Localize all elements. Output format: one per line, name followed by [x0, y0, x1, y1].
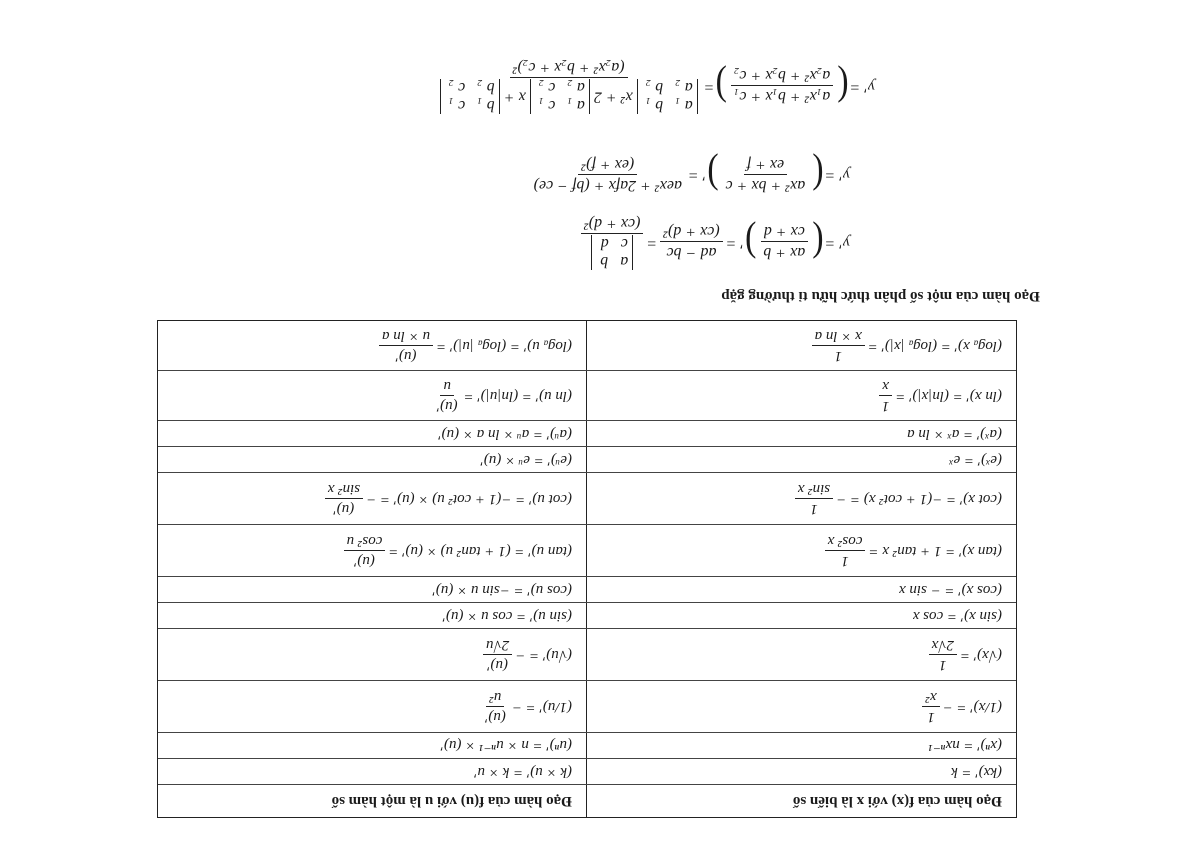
prime-equals-sign: ′ =: [725, 233, 745, 251]
determinant-row: b₂ c₂: [444, 79, 495, 97]
fraction: [731, 66, 833, 105]
numerator: 1: [834, 348, 842, 364]
numerator: 1: [810, 501, 818, 517]
rule-tan-u-lhs: (tan u)′ = (1 + tan² u) × (u)′ =: [388, 543, 572, 559]
rule-log-u-lhs: (logₐ u)′ = (logₐ |u|)′ =: [436, 338, 572, 354]
numerator: 1: [881, 398, 890, 414]
table-row: [158, 577, 1016, 603]
fraction: [434, 377, 461, 414]
equals-sign: =: [646, 233, 658, 251]
denominator: x × ln a: [812, 327, 865, 346]
numerator: (u)′: [395, 348, 417, 364]
table-row: [158, 321, 1016, 371]
denominator: cos² x: [825, 532, 866, 551]
numerator: aex² + 2afx + (bf − ce): [533, 177, 682, 194]
numerator: (u)′: [333, 501, 355, 517]
fraction: [879, 377, 893, 414]
table-header-row: [158, 785, 1016, 817]
denominator: (cx + d)²: [581, 214, 643, 234]
formula-linear-fraction: [578, 214, 850, 270]
table-row: [158, 681, 1016, 733]
header-function: Đạo hàm của f(u) với u là một hàm số: [158, 785, 587, 817]
rule-reciprocal-lhs: (1/x)′ = −: [942, 699, 1002, 715]
fraction: [723, 155, 809, 194]
table-row: [158, 421, 1016, 447]
numerator: [588, 234, 636, 270]
right-paren: ): [715, 64, 727, 109]
determinant-row: a b: [596, 253, 629, 270]
fraction: [437, 58, 701, 114]
determinant: [530, 79, 590, 114]
fraction: [760, 222, 808, 261]
fraction: [660, 222, 722, 261]
determinant-row: a₂ c₂: [534, 79, 585, 97]
prime-equals-sign: ′ =: [687, 166, 707, 184]
numerator: a₁x² + b₁x + c₁: [733, 88, 831, 106]
denominator: x²: [923, 688, 940, 707]
derivative-table: [157, 320, 1017, 818]
rule-exp-u: (eᵘ)′ = eᵘ × (u)′: [158, 447, 587, 472]
numerator: [437, 78, 701, 114]
formula-quadratic-over-linear: [528, 152, 850, 198]
rule-cot-u-lhs: (cot u)′ = −(1 + cot² u) × (u)′ = −: [366, 491, 572, 507]
rule-tan: [587, 525, 1016, 576]
numerator: (u)′: [354, 553, 375, 569]
fraction: [531, 155, 685, 194]
section-title: Đạo hàm của một số phân thức hữu tỉ thường gặp: [721, 288, 1040, 304]
denominator: 2√u: [483, 636, 512, 655]
rule-sin: (sin x)′ = cos x: [912, 608, 1002, 624]
denominator: x: [879, 377, 892, 396]
fraction: [581, 214, 643, 270]
numerator: (u)′: [436, 398, 458, 414]
term-x-squared: x² + 2: [593, 88, 633, 106]
rule-sqrt-u-lhs: (√u)′ = −: [515, 647, 572, 663]
right-paren: ): [745, 220, 757, 265]
denominator: cx + d: [761, 222, 808, 242]
rule-exp: (eˣ)′ = eˣ: [949, 452, 1002, 468]
denominator: sin² x: [325, 480, 363, 499]
rule-reciprocal-u-lhs: (1/u)′ = −: [511, 699, 572, 715]
rule-power: (xⁿ)′ = nxⁿ⁻¹: [928, 737, 1002, 753]
denominator: cos² u: [344, 532, 386, 551]
rule-ln-u: [158, 371, 587, 420]
fraction: [795, 480, 833, 517]
fraction: [929, 636, 957, 673]
table-row: [158, 447, 1016, 473]
left-paren: (: [812, 152, 824, 198]
rule-cos-u: (cos u)′ = −sin u × (u)′: [158, 577, 587, 602]
rule-sqrt-u: [158, 629, 587, 680]
rule-cos: (cos x)′ = − sin x: [898, 582, 1002, 598]
determinant-row: c d: [596, 235, 628, 253]
denominator: (ex + f)²: [578, 155, 637, 175]
determinant-row: a₁ b₁: [641, 97, 693, 114]
table-row: [158, 473, 1016, 525]
rule-sin-u: (sin u)′ = cos u × (u)′: [158, 603, 587, 628]
rule-cot-u: [158, 473, 587, 524]
rule-sqrt-lhs: (√x)′ =: [959, 647, 1002, 663]
numerator: ax² + bx + c: [725, 177, 806, 194]
rule-constant-multiple: (kx)′ = k: [951, 764, 1002, 780]
denominator: (cx + d)²: [660, 222, 722, 242]
denominator: u²: [486, 688, 504, 707]
rule-exp-base-a: (aˣ)′ = aˣ × ln a: [907, 426, 1002, 442]
numerator: ad − bc: [666, 244, 717, 262]
denominator: a₂x² + b₂x + c₂: [731, 66, 833, 86]
fraction: [379, 327, 433, 364]
rule-log-u: [158, 321, 587, 370]
rule-cot: [587, 473, 1016, 524]
left-paren: (: [837, 64, 849, 109]
fraction: [483, 636, 512, 673]
table-row: [158, 629, 1016, 681]
fraction: [482, 688, 509, 725]
determinant-row: a₁ c₁: [534, 97, 585, 114]
table-row: [158, 525, 1016, 577]
denominator: (a₂x² + b₂x + c₂)²: [510, 58, 628, 78]
formula-lhs: y′ =: [824, 233, 850, 251]
rule-power-u: (uⁿ)′ = n × uⁿ⁻¹ × (u)′: [158, 733, 587, 758]
rule-ln-u-lhs: (ln u)′ = (ln|u|)′ =: [463, 388, 572, 404]
formula-lhs: y′ =: [824, 166, 850, 184]
formula-lhs: y′ =: [849, 77, 875, 95]
denominator: 2√x: [929, 636, 957, 655]
rule-reciprocal: [587, 681, 1016, 732]
determinant-row: b₁ c₁: [444, 97, 495, 114]
rule-exp-base-a-u: (aᵘ)′ = aᵘ × ln a × (u)′: [158, 421, 587, 446]
fraction: [812, 327, 865, 364]
term-x: x +: [499, 88, 526, 106]
numerator: 1: [939, 657, 947, 673]
numerator: (u)′: [487, 657, 509, 673]
rule-ln-lhs: (ln x)′ = (ln|x|)′ =: [895, 388, 1002, 404]
table-row: [158, 371, 1016, 421]
rule-cot-lhs: (cot x)′ = −(1 + cot² x) = −: [836, 491, 1002, 507]
determinant: [591, 235, 633, 270]
rule-tan-u: [158, 525, 587, 576]
determinant: [440, 79, 500, 114]
rule-tan-lhs: (tan x)′ = 1 + tan² x =: [868, 543, 1002, 559]
formula-quadratic-over-quadratic: [434, 58, 875, 114]
table-row: [158, 733, 1016, 759]
rule-reciprocal-u: [158, 681, 587, 732]
rule-log-lhs: (logₐ x)′ = (logₐ |x|)′ =: [867, 338, 1002, 354]
denominator: sin² x: [795, 480, 833, 499]
table-row: [158, 603, 1016, 629]
rule-constant-multiple-u: (k × u)′ = k × u′: [158, 759, 587, 784]
determinant: [637, 79, 698, 114]
fraction: [344, 532, 386, 569]
numerator: 1: [927, 709, 935, 725]
denominator: ex + f: [744, 155, 787, 175]
header-variable: Đạo hàm của f(x) với x là biến số: [792, 793, 1002, 810]
determinant-row: a₂ b₂: [641, 79, 693, 97]
table-row: [158, 759, 1016, 785]
fraction: [325, 480, 363, 517]
fraction: [825, 532, 866, 569]
left-paren: (: [812, 220, 824, 265]
denominator: u: [440, 377, 454, 396]
rule-sqrt: [587, 629, 1016, 680]
right-paren: ): [707, 152, 719, 198]
rule-ln: [587, 371, 1016, 420]
rule-log: [587, 321, 1016, 370]
denominator: u × ln a: [379, 327, 433, 346]
numerator: 1: [841, 553, 849, 569]
fraction: [923, 688, 940, 725]
numerator: (u)′: [485, 709, 506, 725]
numerator: ax + b: [763, 244, 806, 262]
equals-sign: =: [703, 77, 715, 95]
